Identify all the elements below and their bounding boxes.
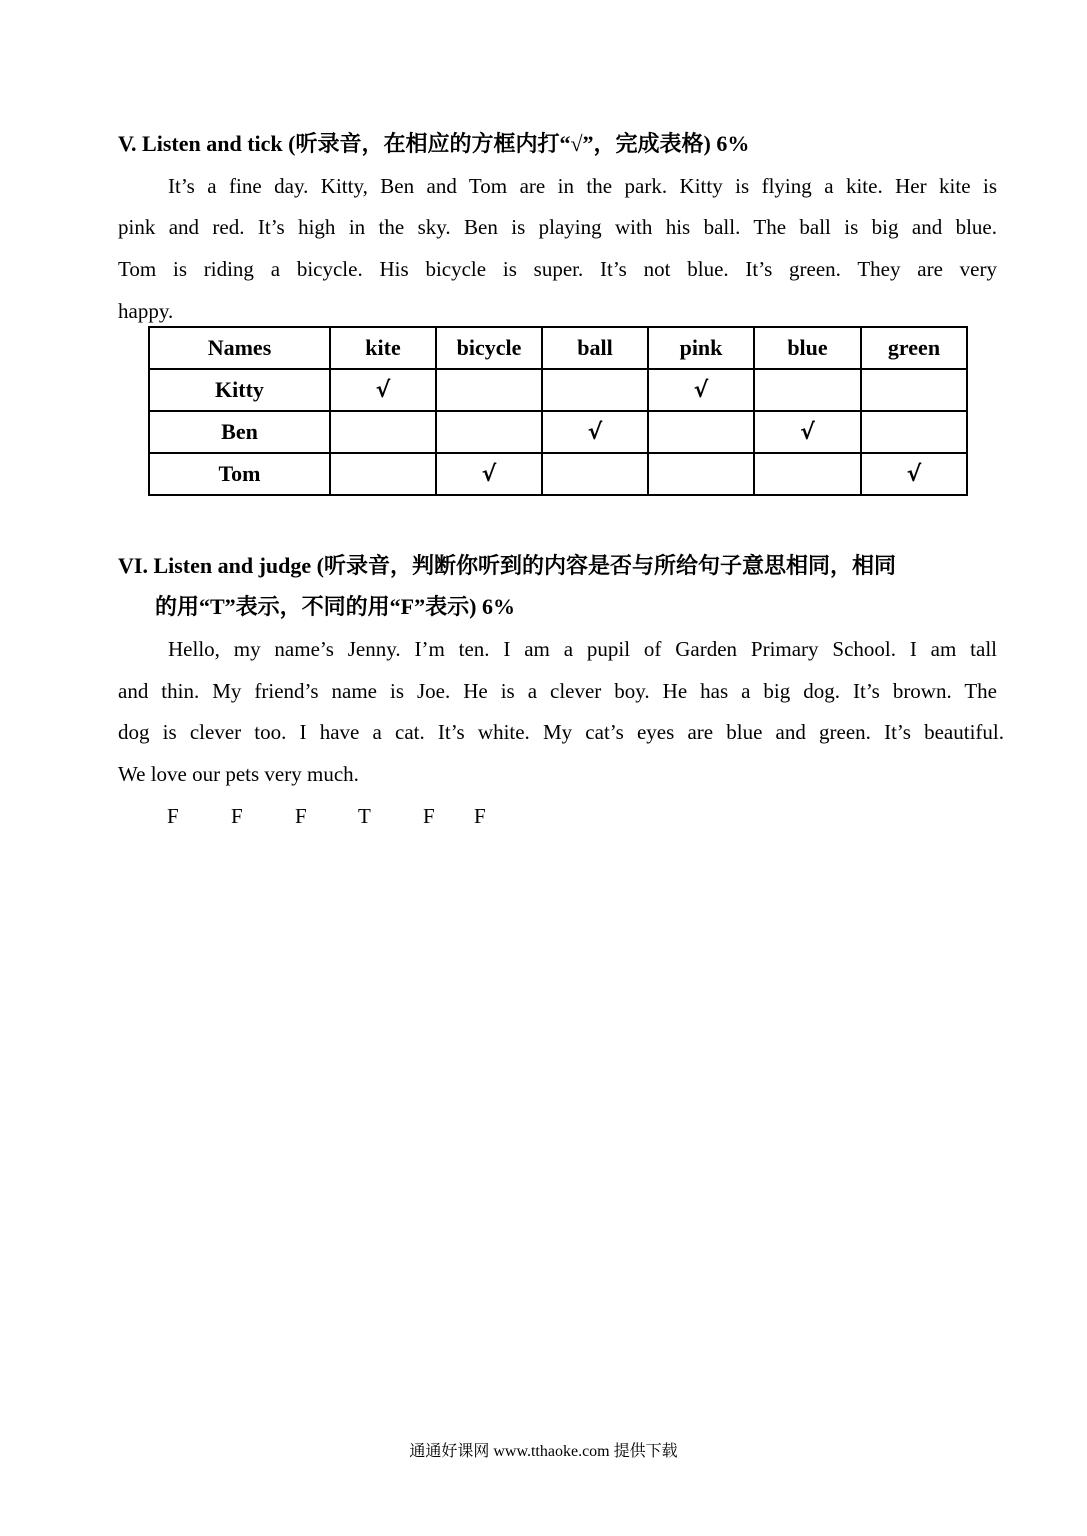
tick-cell xyxy=(648,453,754,495)
answer-6: F xyxy=(474,804,486,828)
tick-table xyxy=(148,326,968,496)
answer-5: F xyxy=(423,804,435,828)
tick-cell: √ xyxy=(436,453,542,495)
table-row-kitty xyxy=(149,369,967,411)
table-header-pink: pink xyxy=(648,327,754,369)
row-name: Kitty xyxy=(149,369,330,411)
tick-cell: √ xyxy=(330,369,436,411)
section-6-heading: VI. Listen and judge (听录音，判断你听到的内容是否与所给句子意思相同，相同 xyxy=(118,553,896,578)
tick-cell xyxy=(754,369,861,411)
tick-cell xyxy=(542,369,648,411)
table-header-green: green xyxy=(861,327,967,369)
answer-2: F xyxy=(231,804,243,828)
table-header-names: Names xyxy=(149,327,330,369)
table-header-bicycle: bicycle xyxy=(436,327,542,369)
tick-cell xyxy=(436,369,542,411)
tick-cell: √ xyxy=(754,411,861,453)
tick-cell xyxy=(754,453,861,495)
section-5-passage-line-2: pink and red. It’s high in the sky. Ben is playing with his ball. The ball is big and blue. xyxy=(118,215,997,239)
tick-cell: √ xyxy=(861,453,967,495)
section-6-passage-line-3: dog is clever too. I have a cat. It’s white. My cat’s eyes are blue and green. It’s beautiful. xyxy=(118,720,1004,744)
tick-cell xyxy=(861,411,967,453)
tick-cell xyxy=(330,453,436,495)
tick-cell xyxy=(330,411,436,453)
row-name: Tom xyxy=(149,453,330,495)
tick-cell: √ xyxy=(542,411,648,453)
table-row-tom xyxy=(149,453,967,495)
section-6-passage-line-1: Hello, my name’s Jenny. I’m ten. I am a pupil of Garden Primary School. I am tall xyxy=(168,637,997,661)
tick-cell xyxy=(542,453,648,495)
table-row-ben xyxy=(149,411,967,453)
table-header-blue: blue xyxy=(754,327,861,369)
section-5-passage-line-4: happy. xyxy=(118,299,174,323)
section-6-heading-line-2: 的用“T”表示，不同的用“F”表示) 6% xyxy=(155,594,515,619)
section-5-passage-line-3: Tom is riding a bicycle. His bicycle is super. It’s not blue. It’s green. They are very xyxy=(118,257,997,281)
answer-4: T xyxy=(358,804,371,828)
table-header-ball: ball xyxy=(542,327,648,369)
page-footer: 通通好课网 www.tthaoke.com 提供下载 xyxy=(409,1443,678,1460)
table-header-row xyxy=(149,327,967,369)
section-6-passage-line-2: and thin. My friend’s name is Joe. He is a clever boy. He has a big dog. It’s brown. The xyxy=(118,679,997,703)
tick-cell: √ xyxy=(648,369,754,411)
tick-cell xyxy=(648,411,754,453)
section-5-heading: V. Listen and tick (听录音，在相应的方框内打“√”，完成表格) 6% xyxy=(118,131,750,156)
table-header-kite: kite xyxy=(330,327,436,369)
answer-3: F xyxy=(295,804,307,828)
tick-cell xyxy=(861,369,967,411)
row-name: Ben xyxy=(149,411,330,453)
section-5-passage-line-1: It’s a fine day. Kitty, Ben and Tom are in the park. Kitty is flying a kite. Her kite is xyxy=(168,174,997,198)
tick-cell xyxy=(436,411,542,453)
answer-1: F xyxy=(167,804,179,828)
section-6-passage-line-4: We love our pets very much. xyxy=(118,762,359,786)
